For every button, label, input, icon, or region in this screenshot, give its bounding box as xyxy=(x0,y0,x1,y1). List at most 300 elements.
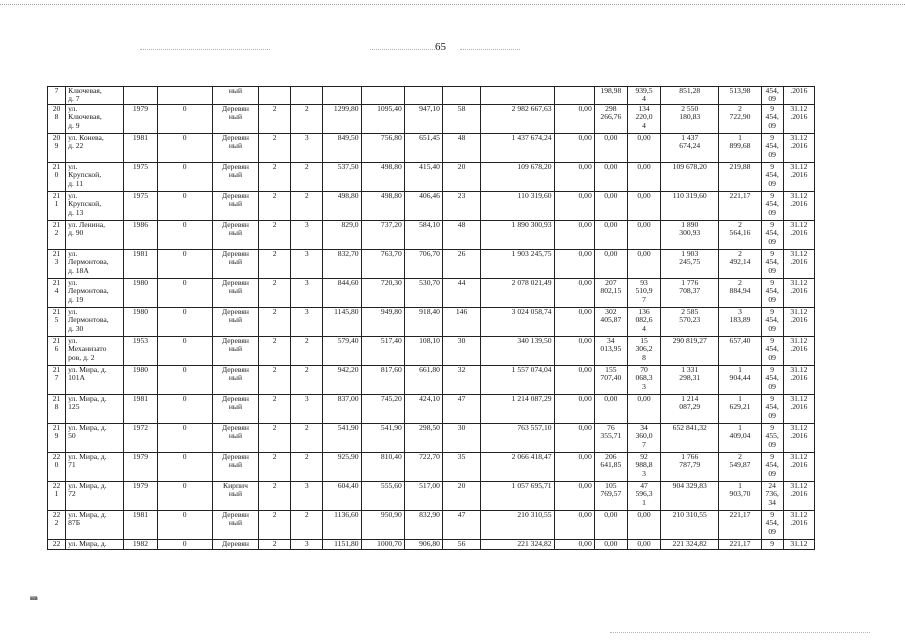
table-cell: 1981 xyxy=(124,250,157,279)
table-cell: ный xyxy=(212,87,258,105)
table-cell: 21 9 xyxy=(48,424,66,453)
table-cell: 2 884,94 xyxy=(719,279,761,308)
table-cell: 829,0 xyxy=(323,221,361,250)
table-cell: 832,90 xyxy=(404,511,442,540)
table-cell: 9 454, 09 xyxy=(761,366,783,395)
table-cell: 555,60 xyxy=(361,482,404,511)
table-cell: 20 8 xyxy=(48,105,66,134)
table-cell: 737,20 xyxy=(361,221,404,250)
table-cell: 2 492,14 xyxy=(719,250,761,279)
table-cell: 3 xyxy=(291,279,323,308)
table-cell: 2 xyxy=(259,453,291,482)
table-cell: 604,40 xyxy=(323,482,361,511)
table-cell: 219,88 xyxy=(719,163,761,192)
table-cell xyxy=(323,87,361,105)
scan-top-edge xyxy=(0,4,905,6)
table-cell: 2 722,90 xyxy=(719,105,761,134)
table-cell: Кирпич ный xyxy=(212,482,258,511)
table-cell: 221,17 xyxy=(719,540,761,550)
table-cell: Деревян ный xyxy=(212,511,258,540)
table-cell: 763,70 xyxy=(361,250,404,279)
table-cell: 1 903 245,75 xyxy=(481,250,554,279)
table-cell: 58 xyxy=(442,105,480,134)
table-cell: 23 xyxy=(442,192,480,221)
table-cell: 298 266,76 xyxy=(594,105,627,134)
table-cell: 9 454, 09 xyxy=(761,192,783,221)
table-row xyxy=(48,87,815,105)
table-cell: 2 xyxy=(291,453,323,482)
table-cell: 1 904,44 xyxy=(719,366,761,395)
table-cell xyxy=(291,87,323,105)
table-cell: 110 319,60 xyxy=(661,192,719,221)
table-cell: 3 183,89 xyxy=(719,308,761,337)
table-cell: 1979 xyxy=(124,105,157,134)
table-cell: 1980 xyxy=(124,308,157,337)
table-cell: 1 437 674,24 xyxy=(661,134,719,163)
table-cell: 0 xyxy=(157,250,212,279)
table-cell: 2 xyxy=(259,337,291,366)
table-cell: 0,00 xyxy=(594,221,627,250)
table-cell: 2 xyxy=(259,250,291,279)
table-cell: 541,90 xyxy=(323,424,361,453)
housing-register-table xyxy=(47,86,815,550)
table-cell: 9 454, 09 xyxy=(761,279,783,308)
table-cell: 0,00 xyxy=(627,540,660,550)
table-cell: 31.12 .2016 xyxy=(783,134,814,163)
table-cell: 0,00 xyxy=(554,308,594,337)
table-cell: ул. Крупской, д. 13 xyxy=(66,192,124,221)
table-cell: 1 214 087,29 xyxy=(661,395,719,424)
table-cell: 31.12 .2016 xyxy=(783,395,814,424)
table-cell: 0 xyxy=(157,366,212,395)
table-cell: 1981 xyxy=(124,511,157,540)
table-cell: 1 331 298,31 xyxy=(661,366,719,395)
table-row xyxy=(48,134,815,163)
table-cell: 0,00 xyxy=(627,163,660,192)
table-cell: 22 0 xyxy=(48,453,66,482)
table-cell: 9 454, 09 xyxy=(761,395,783,424)
table-cell: 0,00 xyxy=(594,163,627,192)
table-cell: 21 8 xyxy=(48,395,66,424)
table-cell: Деревян ный xyxy=(212,192,258,221)
table-cell: 0 xyxy=(157,540,212,550)
table-row xyxy=(48,192,815,221)
table-cell: 0,00 xyxy=(594,250,627,279)
table-cell xyxy=(124,87,157,105)
table-cell: Деревян ный xyxy=(212,308,258,337)
table-cell: 0,00 xyxy=(594,511,627,540)
table-cell: 947,10 xyxy=(404,105,442,134)
table-cell: 2 xyxy=(259,540,291,550)
table-cell: 7 xyxy=(48,87,66,105)
table-cell: 31.12 .2016 xyxy=(783,337,814,366)
table-cell: 34 360,0 7 xyxy=(627,424,660,453)
table-cell xyxy=(554,87,594,105)
table-row xyxy=(48,366,815,395)
table-cell: 537,50 xyxy=(323,163,361,192)
table-cell: 48 xyxy=(442,134,480,163)
table-cell: 31.12 .2016 xyxy=(783,424,814,453)
table-cell: 0 xyxy=(157,337,212,366)
table-cell: 0,00 xyxy=(554,192,594,221)
table-cell: .2016 xyxy=(783,87,814,105)
table-cell: 0 xyxy=(157,453,212,482)
table-cell: 1981 xyxy=(124,395,157,424)
table-cell: Деревян ный xyxy=(212,453,258,482)
table-cell: 0,00 xyxy=(627,134,660,163)
table-cell: 1 903,70 xyxy=(719,482,761,511)
table-cell: 47 596,3 1 xyxy=(627,482,660,511)
table-cell: Деревян ный xyxy=(212,134,258,163)
table-cell: 652 841,32 xyxy=(661,424,719,453)
table-cell: 2 xyxy=(291,511,323,540)
table-cell: 1 057 695,71 xyxy=(481,482,554,511)
table-cell: 851,28 xyxy=(661,87,719,105)
table-cell xyxy=(361,87,404,105)
table-cell: 661,80 xyxy=(404,366,442,395)
table-cell: Деревян ный xyxy=(212,366,258,395)
table-cell: 3 xyxy=(291,482,323,511)
table-cell: 15 306,2 8 xyxy=(627,337,660,366)
table-cell: 31.12 .2016 xyxy=(783,163,814,192)
table-cell: 1299,80 xyxy=(323,105,361,134)
table-cell: 31.12 xyxy=(783,540,814,550)
table-cell: 9 454, 09 xyxy=(761,134,783,163)
table-cell: 0 xyxy=(157,279,212,308)
table-cell: 21 1 xyxy=(48,192,66,221)
table-cell: 9 454, 09 xyxy=(761,163,783,192)
table-cell: 0,00 xyxy=(554,337,594,366)
table-cell: 136 082,6 4 xyxy=(627,308,660,337)
table-cell: 0 xyxy=(157,105,212,134)
table-cell: 722,70 xyxy=(404,453,442,482)
table-cell: Деревян ный xyxy=(212,279,258,308)
table-cell: 0,00 xyxy=(627,395,660,424)
table-cell: ул. Мира, д. xyxy=(66,540,124,550)
table-cell: 146 xyxy=(442,308,480,337)
table-cell: 832,70 xyxy=(323,250,361,279)
table-row xyxy=(48,540,815,550)
table-cell: 1 890 300,93 xyxy=(481,221,554,250)
table-cell: Деревян ный xyxy=(212,221,258,250)
table-cell: 34 013,95 xyxy=(594,337,627,366)
table-cell: ул. Мира, д. 87Б xyxy=(66,511,124,540)
table-cell: 31.12 .2016 xyxy=(783,453,814,482)
table-row xyxy=(48,279,815,308)
table-cell: 657,40 xyxy=(719,337,761,366)
table-cell: 3 xyxy=(291,134,323,163)
table-cell: 3 024 058,74 xyxy=(481,308,554,337)
table-cell: 1 409,04 xyxy=(719,424,761,453)
table-cell: 207 802,15 xyxy=(594,279,627,308)
table-cell: 0,00 xyxy=(594,192,627,221)
table-cell: 210 310,55 xyxy=(661,511,719,540)
table-cell: 31.12 .2016 xyxy=(783,192,814,221)
table-cell: 2 078 021,49 xyxy=(481,279,554,308)
table-cell: 2 xyxy=(259,163,291,192)
table-cell: 0,00 xyxy=(627,192,660,221)
table-row xyxy=(48,511,815,540)
table-cell xyxy=(404,87,442,105)
table-cell: 925,90 xyxy=(323,453,361,482)
table-cell: 2 xyxy=(291,105,323,134)
table-cell: 0 xyxy=(157,395,212,424)
table-cell: 0,00 xyxy=(554,511,594,540)
table-cell: 498,80 xyxy=(361,192,404,221)
table-row xyxy=(48,337,815,366)
table-cell: 1 557 074,04 xyxy=(481,366,554,395)
table-cell: 513,98 xyxy=(719,87,761,105)
table-cell: 1979 xyxy=(124,482,157,511)
table-cell: 1151,80 xyxy=(323,540,361,550)
table-cell: 844,60 xyxy=(323,279,361,308)
table-cell: 110 319,60 xyxy=(481,192,554,221)
table-cell: 0 xyxy=(157,221,212,250)
table-cell: 651,45 xyxy=(404,134,442,163)
table-cell: 1975 xyxy=(124,192,157,221)
table-cell: 109 678,20 xyxy=(661,163,719,192)
table-row xyxy=(48,163,815,192)
table-cell: 1000,70 xyxy=(361,540,404,550)
table-cell: 745,20 xyxy=(361,395,404,424)
table-cell: 2 982 667,63 xyxy=(481,105,554,134)
table-cell: 0 xyxy=(157,163,212,192)
table-cell: ул. Мира, д. 101А xyxy=(66,366,124,395)
table-cell: 1 890 300,93 xyxy=(661,221,719,250)
table-cell: 32 xyxy=(442,366,480,395)
table-cell: 498,80 xyxy=(361,163,404,192)
table-cell: 302 405,87 xyxy=(594,308,627,337)
table-cell: 340 139,50 xyxy=(481,337,554,366)
table-cell: 810,40 xyxy=(361,453,404,482)
table-cell: ул. Лермонтова, д. 30 xyxy=(66,308,124,337)
table-cell: 20 9 xyxy=(48,134,66,163)
table-cell: 1980 xyxy=(124,279,157,308)
table-cell: 2 xyxy=(259,482,291,511)
table-cell: 1136,60 xyxy=(323,511,361,540)
table-cell: 9 xyxy=(761,540,783,550)
table-cell: 9 454, 09 xyxy=(761,221,783,250)
table-cell: 530,70 xyxy=(404,279,442,308)
table-cell: 0,00 xyxy=(554,540,594,550)
table-cell: 0,00 xyxy=(554,279,594,308)
table-cell: 21 6 xyxy=(48,337,66,366)
table-cell: 31.12 .2016 xyxy=(783,511,814,540)
table-cell: 1981 xyxy=(124,134,157,163)
table-cell: 198,98 xyxy=(594,87,627,105)
table-cell xyxy=(442,87,480,105)
table-cell xyxy=(259,87,291,105)
table-cell: 76 355,71 xyxy=(594,424,627,453)
table-cell: 31.12 .2016 xyxy=(783,105,814,134)
table-cell: 1 214 087,29 xyxy=(481,395,554,424)
table-cell: 221 324,82 xyxy=(481,540,554,550)
table-cell: 2 xyxy=(259,192,291,221)
scan-bottom-dots xyxy=(610,632,870,634)
table-cell: Ключевая, д. 7 xyxy=(66,87,124,105)
table-cell: 1145,80 xyxy=(323,308,361,337)
table-cell: ул. Механизато ров, д. 2 xyxy=(66,337,124,366)
table-cell: ул. Мира, д. 50 xyxy=(66,424,124,453)
table-cell: 48 xyxy=(442,221,480,250)
table-cell: 2 xyxy=(259,366,291,395)
table-cell: Деревян ный xyxy=(212,250,258,279)
table-cell: 2 585 570,23 xyxy=(661,308,719,337)
table-cell: 2 549,87 xyxy=(719,453,761,482)
table-cell: 517,40 xyxy=(361,337,404,366)
table-cell: 0,00 xyxy=(627,250,660,279)
table-cell: 0,00 xyxy=(554,482,594,511)
table-cell: 21 2 xyxy=(48,221,66,250)
table-cell: 2 xyxy=(259,308,291,337)
table-row xyxy=(48,395,815,424)
table-cell: 9 454, 09 xyxy=(761,453,783,482)
table-cell: 939,5 4 xyxy=(627,87,660,105)
table-cell: 2 xyxy=(259,511,291,540)
table-cell: 424,10 xyxy=(404,395,442,424)
table-cell: 9 454, 09 xyxy=(761,511,783,540)
table-cell: 498,80 xyxy=(323,192,361,221)
table-cell: 105 769,57 xyxy=(594,482,627,511)
table-row xyxy=(48,453,815,482)
table-cell: 21 4 xyxy=(48,279,66,308)
table-cell: 31.12 .2016 xyxy=(783,221,814,250)
table-cell xyxy=(157,87,212,105)
table-cell: 406,46 xyxy=(404,192,442,221)
table-cell: 22 1 xyxy=(48,482,66,511)
table-cell: Деревян ный xyxy=(212,163,258,192)
table-cell: ул. Лермонтова, д. 19 xyxy=(66,279,124,308)
table-cell: 21 7 xyxy=(48,366,66,395)
table-cell: 47 xyxy=(442,395,480,424)
table-cell: 1975 xyxy=(124,163,157,192)
table-cell: 2 xyxy=(259,134,291,163)
table-cell: 1979 xyxy=(124,453,157,482)
table-cell: 763 557,10 xyxy=(481,424,554,453)
table-cell: ул. Мира, д. 72 xyxy=(66,482,124,511)
table-cell: Деревян ный xyxy=(212,395,258,424)
table-cell: 1 766 787,79 xyxy=(661,453,719,482)
table-row xyxy=(48,250,815,279)
table-cell: 3 xyxy=(291,540,323,550)
table-cell: 9 454, 09 xyxy=(761,250,783,279)
table-cell: 0 xyxy=(157,511,212,540)
table-cell: ул. Конева, д. 22 xyxy=(66,134,124,163)
table-cell: Деревян ный xyxy=(212,337,258,366)
table-cell: 21 3 xyxy=(48,250,66,279)
table-cell: 20 xyxy=(442,163,480,192)
table-cell: ул. Крупской, д. 11 xyxy=(66,163,124,192)
table-cell: 1 776 708,37 xyxy=(661,279,719,308)
footer-mark: нв xyxy=(30,594,38,602)
table-cell: 906,80 xyxy=(404,540,442,550)
table-cell: 31.12 .2016 xyxy=(783,250,814,279)
header-dots-left xyxy=(140,49,270,51)
table-cell: 47 xyxy=(442,511,480,540)
table-cell: 0,00 xyxy=(594,134,627,163)
table-cell: 2 550 180,83 xyxy=(661,105,719,134)
table-cell: 949,80 xyxy=(361,308,404,337)
table-cell: 720,30 xyxy=(361,279,404,308)
table-cell: 30 xyxy=(442,424,480,453)
table-cell: 0,00 xyxy=(554,424,594,453)
table-cell: 93 510,9 7 xyxy=(627,279,660,308)
table-cell: 109 678,20 xyxy=(481,163,554,192)
table-cell: ул. Лермонтова, д. 18А xyxy=(66,250,124,279)
table-cell: 1972 xyxy=(124,424,157,453)
table-cell: 3 xyxy=(291,308,323,337)
table-cell: 1 437 674,24 xyxy=(481,134,554,163)
table-cell: 2 xyxy=(291,337,323,366)
table-cell: 706,70 xyxy=(404,250,442,279)
table-cell: 2 xyxy=(291,366,323,395)
table-cell: 584,10 xyxy=(404,221,442,250)
table-cell: 2 xyxy=(291,163,323,192)
table-cell: 0,00 xyxy=(554,163,594,192)
table-cell: ул. Ключевая, д. 9 xyxy=(66,105,124,134)
table-cell: 56 xyxy=(442,540,480,550)
table-cell: 0,00 xyxy=(594,395,627,424)
table-cell: 0,00 xyxy=(554,395,594,424)
table-cell: ул. Мира, д. 125 xyxy=(66,395,124,424)
table-cell: 0,00 xyxy=(554,105,594,134)
table-cell: 1980 xyxy=(124,366,157,395)
table-row xyxy=(48,424,815,453)
table-cell: 950,90 xyxy=(361,511,404,540)
table-cell: 2 564,16 xyxy=(719,221,761,250)
table-cell: 2 xyxy=(259,279,291,308)
table-cell: 942,20 xyxy=(323,366,361,395)
table-cell: 1 899,68 xyxy=(719,134,761,163)
table-cell: Деревян ный xyxy=(212,424,258,453)
table-cell: 579,40 xyxy=(323,337,361,366)
table-cell: 9 454, 09 xyxy=(761,337,783,366)
table-cell: 221,17 xyxy=(719,192,761,221)
table-cell: 290 819,27 xyxy=(661,337,719,366)
table-cell: 0 xyxy=(157,134,212,163)
table-cell: 849,50 xyxy=(323,134,361,163)
table-cell: 35 xyxy=(442,453,480,482)
table-cell: 3 xyxy=(291,395,323,424)
table-cell: 0 xyxy=(157,308,212,337)
table-cell: 210 310,55 xyxy=(481,511,554,540)
table-cell: 2 xyxy=(259,221,291,250)
table-cell: 31.12 .2016 xyxy=(783,308,814,337)
table-cell: 2 xyxy=(259,424,291,453)
table-cell: 541,90 xyxy=(361,424,404,453)
table-cell: 108,10 xyxy=(404,337,442,366)
table-cell: 206 641,85 xyxy=(594,453,627,482)
table-cell: 904 329,83 xyxy=(661,482,719,511)
table-cell: 21 0 xyxy=(48,163,66,192)
table-cell: 92 988,8 3 xyxy=(627,453,660,482)
table-cell: 0 xyxy=(157,482,212,511)
table-cell: Деревян xyxy=(212,540,258,550)
table-cell: 1095,40 xyxy=(361,105,404,134)
table-cell: 454, 09 xyxy=(761,87,783,105)
table-cell: 0,00 xyxy=(554,366,594,395)
table-row xyxy=(48,221,815,250)
table-cell: 1986 xyxy=(124,221,157,250)
table-cell: 221,17 xyxy=(719,511,761,540)
table-cell: 0,00 xyxy=(554,453,594,482)
table-row xyxy=(48,482,815,511)
page-number: 65 xyxy=(435,41,446,53)
table-cell: 9 454, 09 xyxy=(761,308,783,337)
table-cell: 22 xyxy=(48,540,66,550)
table-cell: 31.12 .2016 xyxy=(783,366,814,395)
table-cell: 9 455, 09 xyxy=(761,424,783,453)
